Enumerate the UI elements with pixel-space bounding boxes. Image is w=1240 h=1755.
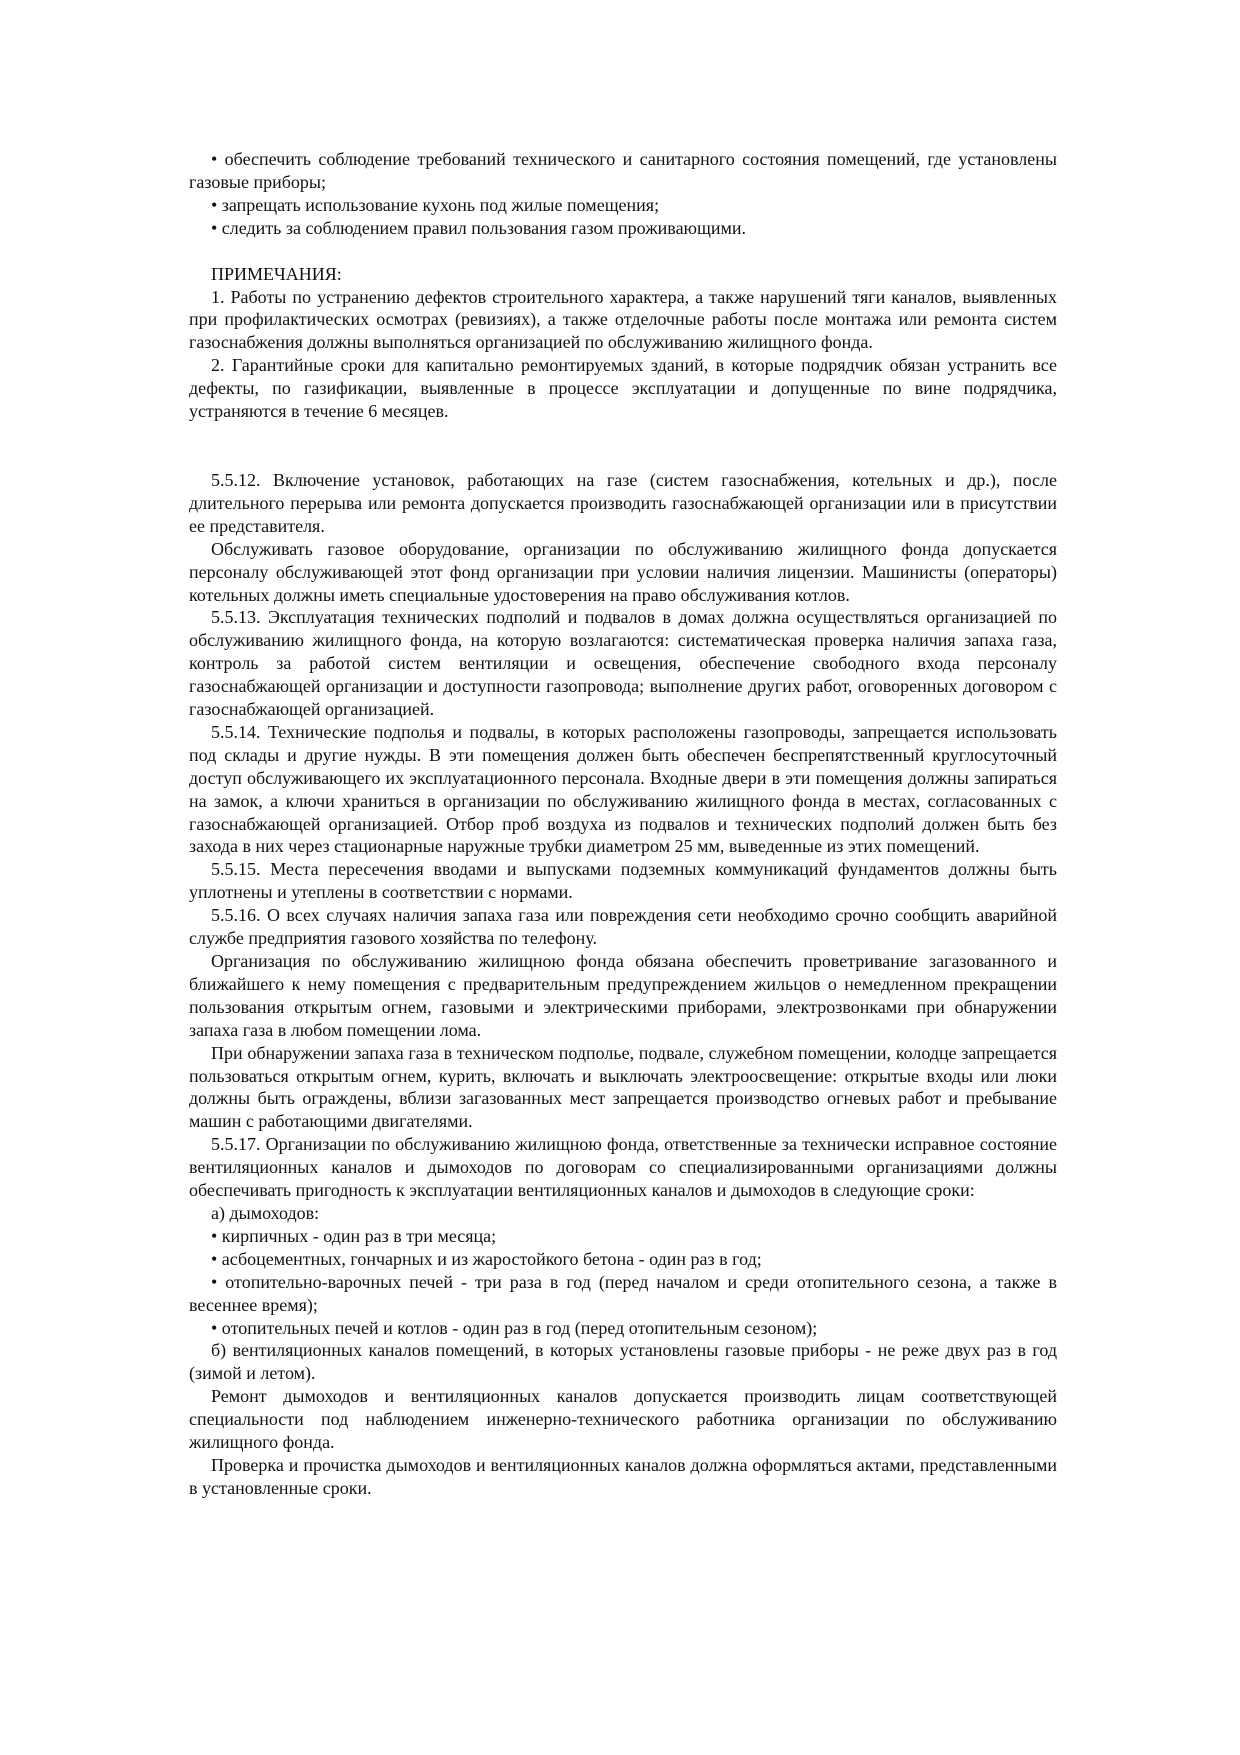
body-paragraph: Ремонт дымоходов и вентиляционных каналов допускается производить лицам соответствующей специальности под наблюдением инженерно-технического работника организации по обслуживанию жилищного фонда. — [189, 1386, 1057, 1453]
section-5-5-12: 5.5.12. Включение установок, работающих на газе (систем газоснабжения, котельных и др.), после длительного перерыва или ремонта допускается производить газоснабжающей организации или в присутствии ее представителя. — [189, 469, 1057, 536]
intro-item: • обеспечить соблюдение требований технического и санитарного состояния помещений, где установлены газовые приборы; — [189, 149, 1057, 192]
intro-item: • следить за соблюдением правил пользования газом проживающими. — [211, 217, 747, 238]
body-paragraph: Организация по обслуживанию жилищною фонда обязана обеспечить проветривание загазованного и ближайшего к нему помещения с предварительным предупреждением жильцов о немедленном прекращении пользования открытым огнем, газовыми и электрическими приборами, электрозвонками при обнаружении запаха газа в любом помещении лома. — [189, 951, 1057, 1040]
list-subheading-a: а) дымоходов: — [211, 1202, 320, 1223]
section-5-5-17: 5.5.17. Организации по обслуживанию жилищною фонда, ответственные за технически исправное состояние вентиляционных каналов и дымоходов по договорам со специализированными организациями должны обеспечивать пригодность к эксплуатации вентиляционных каналов и дымоходов в следующие сроки: — [189, 1134, 1057, 1201]
body-paragraph: Проверка и прочистка дымоходов и вентиляционных каналов должна оформляться актами, представленными в установленные сроки. — [189, 1454, 1057, 1498]
body-paragraph: При обнаружении запаха газа в техническом подполье, подвале, служебном помещении, колодце запрещается пользоваться открытым огнем, курить, включать и выключать электроосвещение: открытые входы или люки должны быть ограждены, вблизи загазованных мест запрещается производство огневых работ и пребывание машин с работающими двигателями. — [189, 1042, 1057, 1132]
list-item: • асбоцементных, гончарных и из жаростойкого бетона - один раз в год; — [211, 1248, 762, 1269]
section-5-5-13: 5.5.13. Эксплуатация технических подполий и подвалов в домах должна осуществляться организацией по обслуживанию жилищного фонда, на которую возлагаются: систематическая проверка наличия запаха газа, контроль за работой систем вентиляции и освещения, обеспечение свободного входа персоналу газоснабжающей организации и доступности газопровода; выполнение других работ, оговоренных договором с газоснабжающей организацией. — [189, 607, 1057, 720]
spacer — [189, 423, 1057, 469]
document-page — [189, 148, 1057, 1500]
intro-item: • запрещать использование кухонь под жилые помещения; — [211, 194, 660, 215]
note-paragraph: 1. Работы по устранению дефектов строительного характера, а также нарушений тяги каналов, выявленных при профилактических осмотрах (ревизиях), а также отделочные работы после монтажа или ремонта систем газоснабжения должны выполняться организацией по обслуживанию жилищного фонда. — [189, 286, 1057, 353]
list-item: • отопительных печей и котлов - один раз в год (перед отопительным сезоном); — [211, 1317, 818, 1338]
note-paragraph: 2. Гарантийные сроки для капитально ремонтируемых зданий, в которые подрядчик обязан устранить все дефекты, по газификации, выявленные в процессе эксплуатации и допущенные по вине подрядчика, устраняются в течение 6 месяцев. — [189, 355, 1057, 422]
list-item: • отопительно-варочных печей - три раза в год (перед началом и среди отопительного сезона, а также в весеннее время); — [189, 1271, 1057, 1315]
list-item: • кирпичных - один раз в три месяца; — [211, 1225, 497, 1246]
spacer — [189, 240, 1057, 263]
section-5-5-14: 5.5.14. Технические подполья и подвалы, в которых расположены газопроводы, запрещается использовать под склады и другие нужды. В эти помещения должен быть обеспечен беспрепятственный круглосуточный доступ обслуживающего их эксплуатационного персонала. Входные двери в эти помещения должны запираться на замок, а ключи храниться в организации по обслуживанию жилищного фонда в местах, согласованных с газоснабжающей организацией. Отбор проб воздуха из подвалов и технических подполий должен быть без захода в них через стационарные наружные трубки диаметром 25 мм, выведенные из этих помещений. — [189, 721, 1057, 857]
notes-heading: ПРИМЕЧАНИЯ: — [211, 263, 342, 284]
list-subheading-b: б) вентиляционных каналов помещений, в которых установлены газовые приборы - не реже двух раз в год (зимой и летом). — [189, 1340, 1057, 1384]
body-paragraph: Обслуживать газовое оборудование, организации по обслуживанию жилищного фонда допускается персоналу обслуживающей этот фонд организации при условии наличия лицензии. Машинисты (операторы) котельных должны иметь специальные удостоверения на право обслуживания котлов. — [189, 538, 1057, 605]
section-5-5-16: 5.5.16. О всех случаях наличия запаха газа или повреждения сети необходимо срочно сообщить аварийной службе предприятия газового хозяйства по телефону. — [189, 905, 1057, 949]
section-5-5-15: 5.5.15. Места пересечения вводами и выпусками подземных коммуникаций фундаментов должны быть уплотнены и утеплены в соответствии с нормами. — [189, 859, 1057, 903]
